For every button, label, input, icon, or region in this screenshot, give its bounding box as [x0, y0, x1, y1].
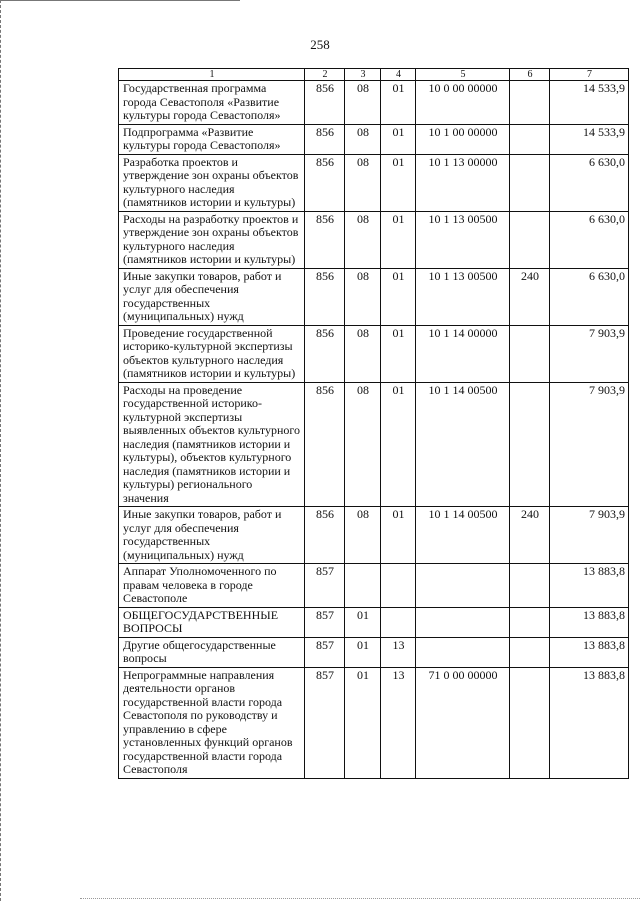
row-grbs-cell: 857 [305, 637, 345, 667]
row-section-cell: 08 [345, 382, 381, 507]
column-header: 4 [381, 69, 416, 81]
table-row [119, 154, 629, 211]
row-name-cell: Расходы на разработку проектов и утверждение зон охраны объектов культурного наследия (памятников истории и культуры) [119, 211, 305, 268]
budget-table [118, 68, 629, 779]
column-header: 3 [345, 69, 381, 81]
scan-top-edge [0, 0, 240, 2]
row-name-cell: Другие общегосударственные вопросы [119, 637, 305, 667]
table-row [119, 564, 629, 608]
row-sum-cell: 7 903,9 [550, 507, 629, 564]
row-expense-type-cell [510, 607, 550, 637]
row-sum-cell: 14 533,9 [550, 124, 629, 154]
row-name-cell: Государственная программа города Севастополя «Развитие культуры города Севастополя» [119, 81, 305, 125]
row-target-article-cell: 10 1 14 00500 [416, 507, 510, 564]
column-header: 7 [550, 69, 629, 81]
row-target-article-cell: 71 0 00 00000 [416, 667, 510, 778]
row-grbs-cell: 857 [305, 667, 345, 778]
table-row [119, 607, 629, 637]
row-section-cell: 08 [345, 507, 381, 564]
row-section-cell: 08 [345, 154, 381, 211]
row-target-article-cell [416, 564, 510, 608]
row-expense-type-cell [510, 211, 550, 268]
row-sum-cell: 13 883,8 [550, 564, 629, 608]
row-section-cell [345, 564, 381, 608]
row-sum-cell: 13 883,8 [550, 607, 629, 637]
row-target-article-cell [416, 637, 510, 667]
table-row [119, 637, 629, 667]
row-section-cell: 08 [345, 325, 381, 382]
row-sum-cell: 7 903,9 [550, 325, 629, 382]
row-target-article-cell: 10 1 14 00000 [416, 325, 510, 382]
table-row [119, 507, 629, 564]
row-section-cell: 08 [345, 81, 381, 125]
column-header: 2 [305, 69, 345, 81]
row-expense-type-cell: 240 [510, 507, 550, 564]
column-header: 5 [416, 69, 510, 81]
row-grbs-cell: 856 [305, 154, 345, 211]
row-name-cell: Проведение государственной историко-культурной экспертизы объектов культурного наследия (памятников истории и культуры) [119, 325, 305, 382]
row-grbs-cell: 856 [305, 211, 345, 268]
row-sum-cell: 6 630,0 [550, 154, 629, 211]
row-expense-type-cell [510, 81, 550, 125]
row-expense-type-cell [510, 382, 550, 507]
column-header: 1 [119, 69, 305, 81]
table-row [119, 124, 629, 154]
row-name-cell: Разработка проектов и утверждение зон охраны объектов культурного наследия (памятников истории и культуры) [119, 154, 305, 211]
row-grbs-cell: 856 [305, 81, 345, 125]
row-subsection-cell: 01 [381, 382, 416, 507]
row-subsection-cell: 01 [381, 124, 416, 154]
row-subsection-cell: 01 [381, 81, 416, 125]
row-subsection-cell: 01 [381, 507, 416, 564]
page-number: 258 [310, 37, 330, 52]
row-target-article-cell: 10 1 14 00500 [416, 382, 510, 507]
row-sum-cell: 6 630,0 [550, 268, 629, 325]
row-name-cell: Расходы на проведение государственной историко-культурной экспертизы выявленных объектов культурного наследия (памятников истории и культуры), объектов культурного наследия (памятников истории и культуры) регионального значения [119, 382, 305, 507]
scan-bottom-edge [80, 898, 640, 900]
row-section-cell: 08 [345, 211, 381, 268]
row-subsection-cell: 13 [381, 637, 416, 667]
row-grbs-cell: 856 [305, 268, 345, 325]
column-header: 6 [510, 69, 550, 81]
table-row [119, 382, 629, 507]
row-expense-type-cell [510, 325, 550, 382]
row-sum-cell: 14 533,9 [550, 81, 629, 125]
row-grbs-cell: 856 [305, 325, 345, 382]
row-subsection-cell: 01 [381, 154, 416, 211]
row-target-article-cell [416, 607, 510, 637]
row-section-cell: 08 [345, 124, 381, 154]
table-row [119, 268, 629, 325]
row-expense-type-cell [510, 667, 550, 778]
row-section-cell: 01 [345, 667, 381, 778]
row-sum-cell: 6 630,0 [550, 211, 629, 268]
row-subsection-cell: 13 [381, 667, 416, 778]
table-row [119, 81, 629, 125]
row-section-cell: 08 [345, 268, 381, 325]
row-grbs-cell: 857 [305, 607, 345, 637]
row-sum-cell: 13 883,8 [550, 667, 629, 778]
row-name-cell: Иные закупки товаров, работ и услуг для обеспечения государственных (муниципальных) нужд [119, 507, 305, 564]
row-name-cell: Подпрограмма «Развитие культуры города Севастополя» [119, 124, 305, 154]
row-target-article-cell: 10 1 13 00500 [416, 211, 510, 268]
table-row [119, 325, 629, 382]
row-section-cell: 01 [345, 607, 381, 637]
row-grbs-cell: 856 [305, 124, 345, 154]
row-expense-type-cell [510, 124, 550, 154]
row-sum-cell: 13 883,8 [550, 637, 629, 667]
row-subsection-cell [381, 564, 416, 608]
row-expense-type-cell [510, 637, 550, 667]
row-expense-type-cell [510, 564, 550, 608]
row-sum-cell: 7 903,9 [550, 382, 629, 507]
row-target-article-cell: 10 1 00 00000 [416, 124, 510, 154]
row-name-cell: Непрограммные направления деятельности органов государственной власти города Севастополя по руководству и управлению в сфере установленных функций органов государственной власти города Севастополя [119, 667, 305, 778]
row-expense-type-cell [510, 154, 550, 211]
row-grbs-cell: 857 [305, 564, 345, 608]
row-target-article-cell: 10 1 13 00500 [416, 268, 510, 325]
table-row [119, 211, 629, 268]
table-row [119, 667, 629, 778]
row-target-article-cell: 10 0 00 00000 [416, 81, 510, 125]
row-section-cell: 01 [345, 637, 381, 667]
row-expense-type-cell: 240 [510, 268, 550, 325]
row-target-article-cell: 10 1 13 00000 [416, 154, 510, 211]
scan-left-edge [0, 0, 3, 901]
row-name-cell: Иные закупки товаров, работ и услуг для обеспечения государственных (муниципальных) нужд [119, 268, 305, 325]
row-name-cell: Аппарат Уполномоченного по правам человека в городе Севастополе [119, 564, 305, 608]
row-subsection-cell [381, 607, 416, 637]
row-subsection-cell: 01 [381, 325, 416, 382]
row-grbs-cell: 856 [305, 382, 345, 507]
row-subsection-cell: 01 [381, 268, 416, 325]
row-subsection-cell: 01 [381, 211, 416, 268]
table-header-row [119, 69, 629, 81]
row-name-cell: ОБЩЕГОСУДАРСТВЕННЫЕ ВОПРОСЫ [119, 607, 305, 637]
row-grbs-cell: 856 [305, 507, 345, 564]
